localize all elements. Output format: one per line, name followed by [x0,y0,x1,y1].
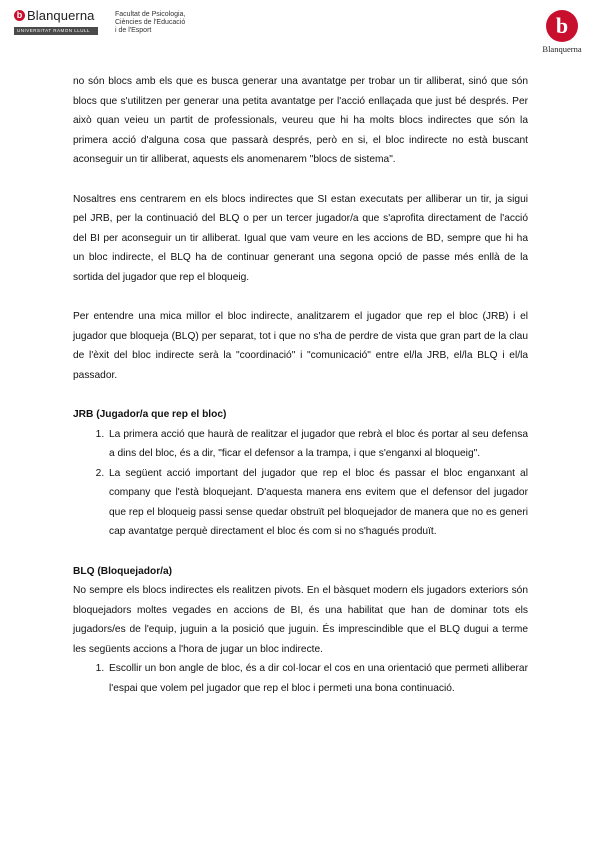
document-body [73,72,528,718]
faculty-name [115,11,185,35]
blanquerna-logo-left [14,10,194,40]
blq-item-1: 1. Escollir un bon angle de bloc, és a dir col·locar el cos en una orientació que permeti alliberar l'espai que volem pel jugador que rep el bloc i permeti una bona continuació. [107,659,528,698]
faculty-line-1: Facultat de Psicologia, [115,11,186,18]
paragraph-4: No sempre els blocs indirectes els realitzen pivots. En el bàsquet modern els jugadors exteriors són bloquejadors moltes vegades en accions de BI, és una habilitat que han de dominar tots els jugadors/es de l'equip, juguin a la posició que juguin. És imprescindible que el BLQ dugui a terme les següents accions a l'hora de jugar un bloc indirecte. [73,585,528,655]
faculty-line-2: Ciències de l'Educació [115,19,186,26]
jrb-item-2: 2. La següent acció important del jugador que rep el bloc és passar el bloc enganxant al company que l'està bloquejant. D'aquesta manera ens evitem que el defensor del jugador que rep el bloqueig passi sense quedar obstruït pel bloquejador de manera que no es generi cap avantatge perquè directament el bloc és com si no s'hagués produït. [107,464,528,542]
brand-name: Blanquerna [27,8,95,23]
blq-list [73,659,528,698]
blanquerna-seal-icon: b [546,10,578,42]
blanquerna-b-icon: b [14,10,25,21]
paragraph-1: no són blocs amb els que es busca generar una avantatge per trobar un tir alliberat, sinó que són blocs que s'utilitzen per generar una petita avantatge per l'acció enllaçada que just bé després. Per això quan veieu un partit de professionals, veureu que hi ha molts blocs indirectes que són la primera acció d'alguna cosa que passarà després, però en si, el bloc indirecte no està buscant aconseguir un tir alliberat, aquests els anomenarem "blocs de sistema". [73,76,528,165]
blq-heading: BLQ (Bloquejador/a) [73,565,173,577]
jrb-heading: JRB (Jugador/a que rep el bloc) [73,409,227,420]
jrb-list [73,425,528,542]
faculty-line-3: i de l'Esport [115,27,152,34]
paragraph-2: Nosaltres ens centrarem en els blocs indirectes que SI estan executats per alliberar un tir, ja sigui pel JRB, per la continuació del BLQ o per un tercer jugador/a que s'aprofita directament de l'acció del BI per aconseguir un tir alliberat. Igual que vam veure en les accions de BD, sempre que hi ha un bloc indirecte, el BLQ ha de continuar generant una segona opció de passe més enllà de la sortida del jugador que rep el bloqueig. [73,193,528,283]
paragraph-3: Per entendre una mica millor el bloc indirecte, analitzarem el jugador que rep el bloc (JRB) i el jugador que bloqueja (BLQ) per separat, tot i que no s'ha de perdre de vista que gran part de la clau de l'èxit del bloc indirecte serà la "coordinació" i "comunicació" entre el/la JRB, el/la BLQ i el/la passador. [73,311,528,381]
jrb-item-1: 1. La primera acció que haurà de realitzar el jugador que rebrà el bloc és portar al seu defensa a dins del bloc, és a dir, "ficar el defensor a la trampa, i que s'enganxi al bloqueig". [107,425,528,464]
seal-name: Blanquerna [542,44,582,54]
university-bar: UNIVERSITAT RAMON LLULL [14,27,98,35]
blanquerna-seal [530,10,594,60]
